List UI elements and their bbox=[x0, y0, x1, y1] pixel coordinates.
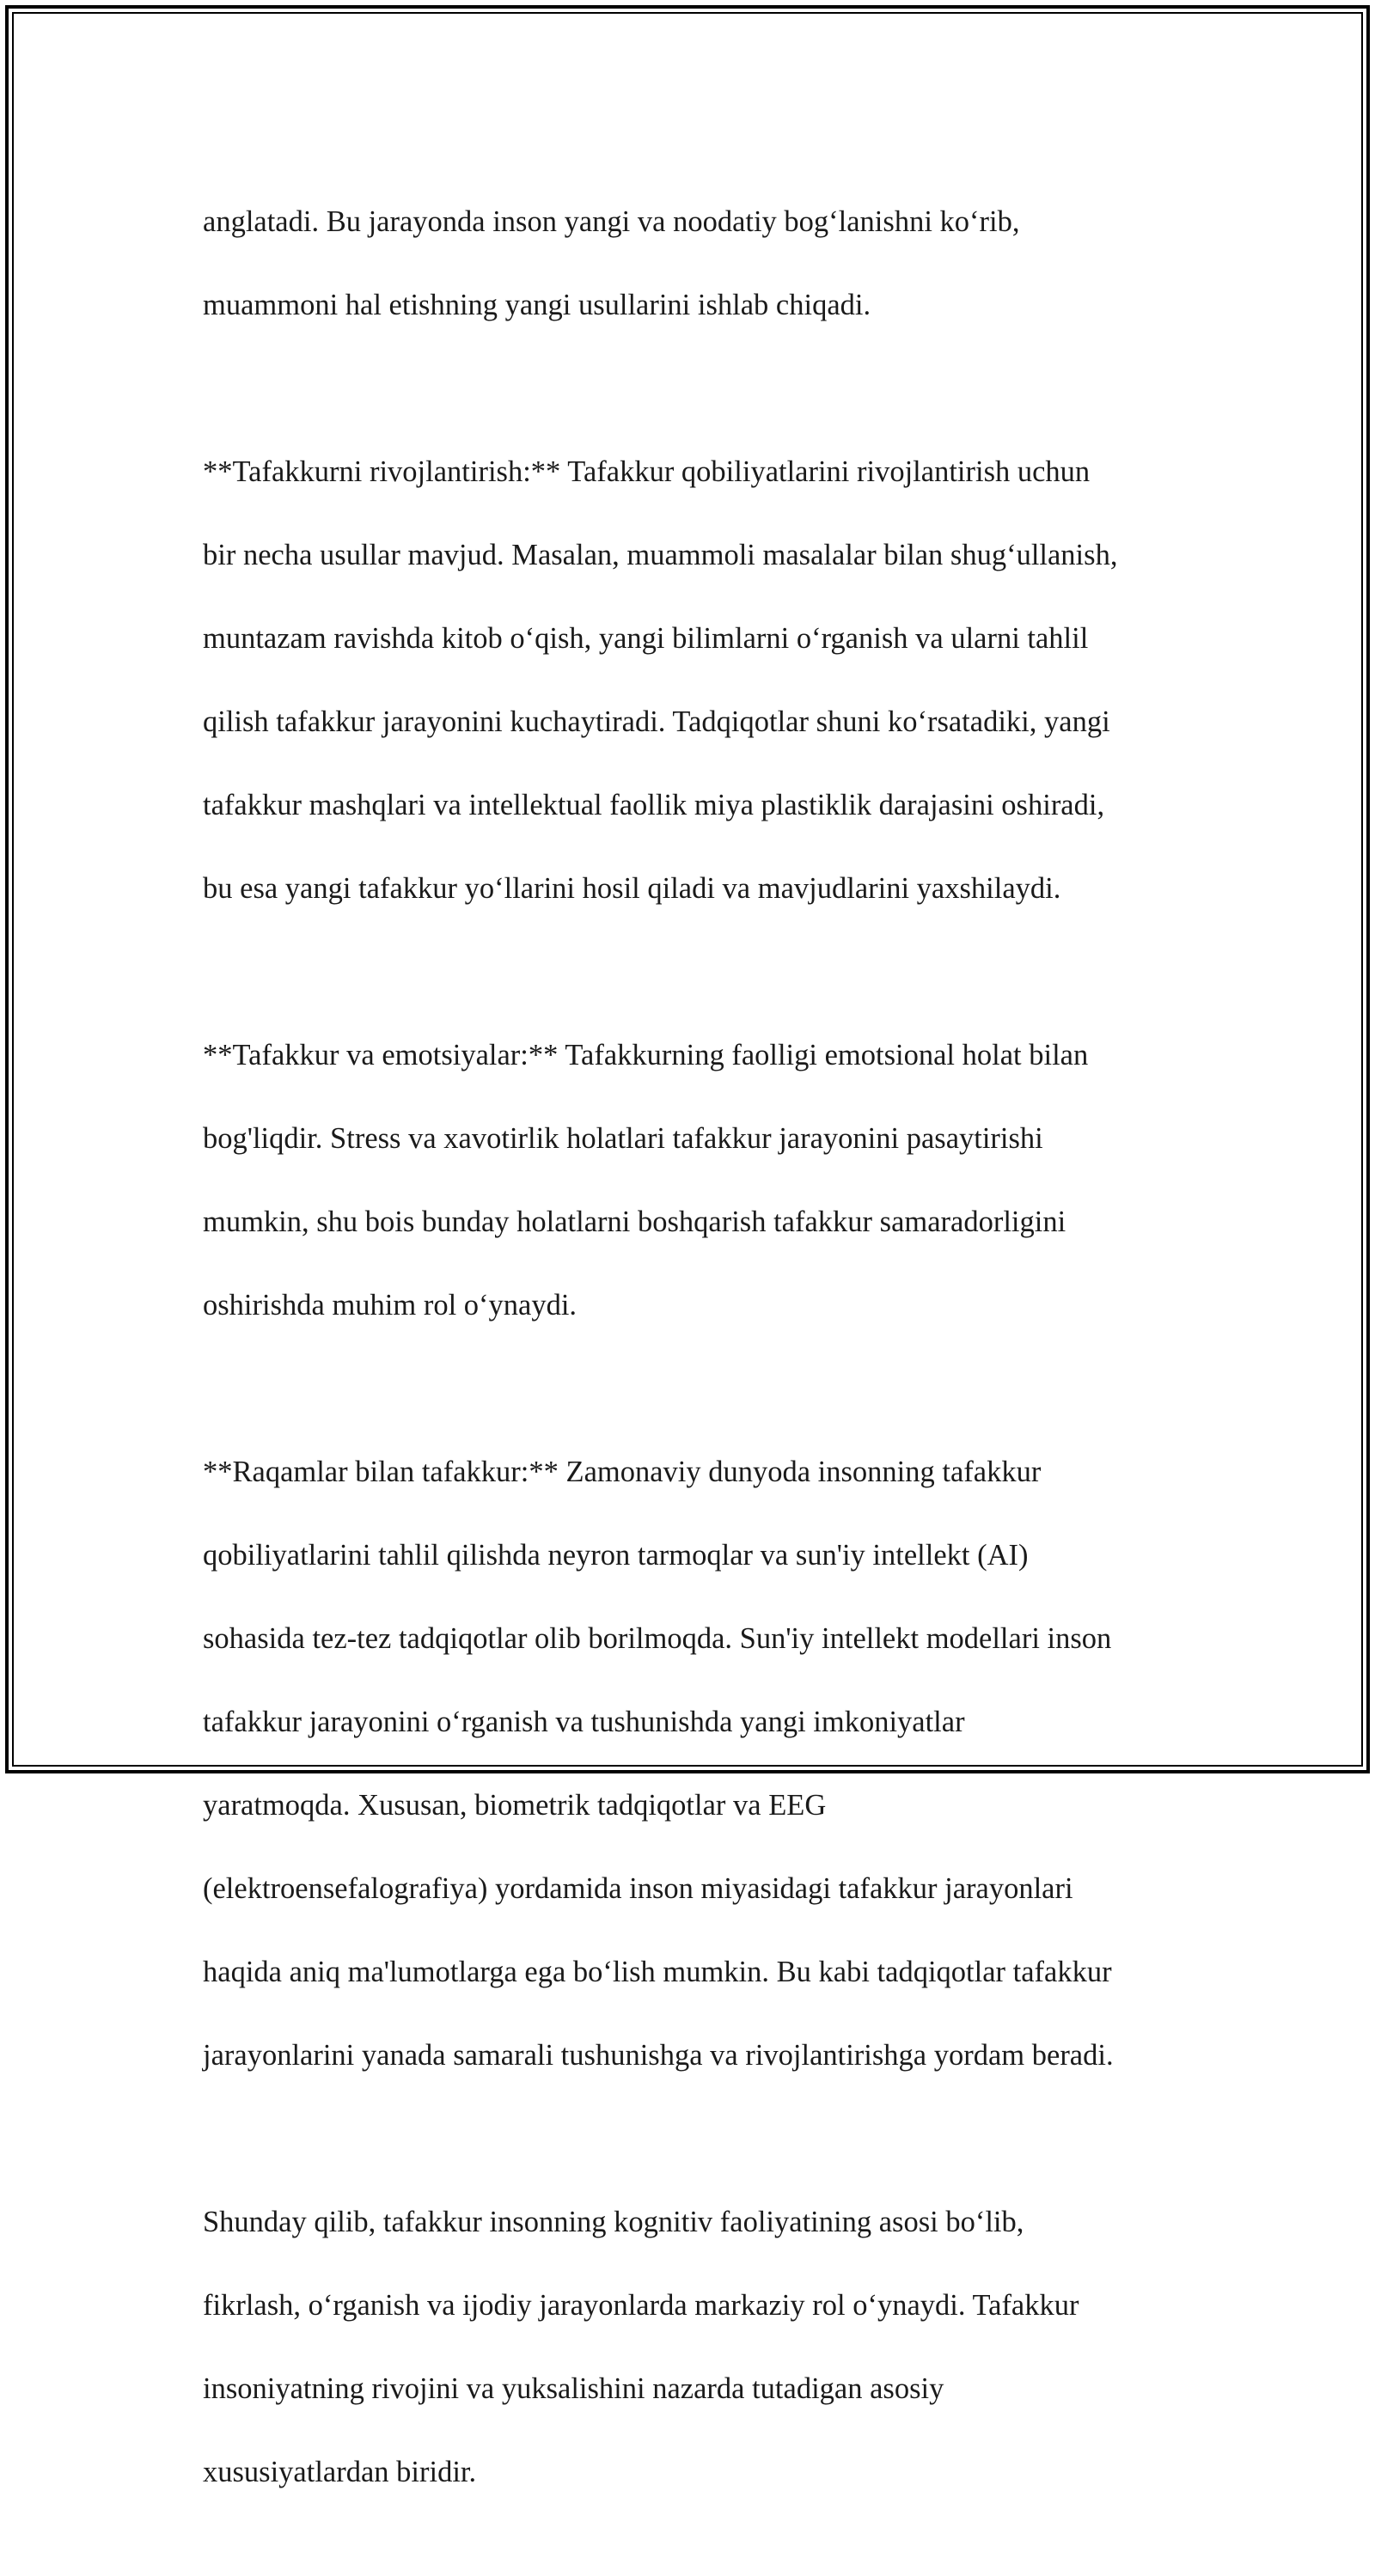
text-line: **Raqamlar bilan tafakkur:** Zamonaviy dunyoda insonning tafakkur bbox=[203, 1455, 1042, 1488]
text-line: insoniyatning rivojini va yuksalishini nazarda tutadigan asosiy bbox=[203, 2372, 944, 2405]
text-line: bu esa yangi tafakkur yo‘llarini hosil qiladi va mavjudlarini yaxshilaydi. bbox=[203, 871, 1061, 905]
text-line: jarayonlarini yanada samarali tushunishga va rivojlantirishga yordam beradi. bbox=[203, 2038, 1114, 2072]
text-line: muntazam ravishda kitob o‘qish, yangi bilimlarni o‘rganish va ularni tahlil bbox=[203, 621, 1089, 655]
text-line: sohasida tez-tez tadqiqotlar olib borilmoqda. Sun'iy intellekt modellari inson bbox=[203, 1621, 1112, 1655]
paragraph-conclusion bbox=[203, 2159, 1200, 2535]
text-line: bog'liqdir. Stress va xavotirlik holatlari tafakkur jarayonini pasaytirishi bbox=[203, 1121, 1043, 1155]
text-line: Shunday qilib, tafakkur insonning kognitiv faoliyatining asosi bo‘lib, bbox=[203, 2205, 1024, 2238]
text-line: anglatadi. Bu jarayonda inson yangi va noodatiy bog‘lanishni ko‘rib, bbox=[203, 204, 1020, 238]
paragraph-continuation bbox=[203, 159, 1200, 368]
text-line: qobiliyatlarini tahlil qilishda neyron tarmoqlar va sun'iy intellekt (AI) bbox=[203, 1538, 1029, 1572]
paragraph-raqamlar-bilan-tafakkur bbox=[203, 1409, 1200, 2118]
text-line: muammoni hal etishning yangi usullarini ishlab chiqadi. bbox=[203, 288, 871, 321]
text-line: bir necha usullar mavjud. Masalan, muammoli masalalar bilan shug‘ullanish, bbox=[203, 538, 1118, 571]
paragraph-tafakkurni-rivojlantirish bbox=[203, 409, 1200, 951]
paragraph-tafakkur-va-emotsiyalar bbox=[203, 992, 1200, 1368]
text-line: haqida aniq ma'lumotlarga ega bo‘lish mumkin. Bu kabi tadqiqotlar tafakkur bbox=[203, 1955, 1112, 1988]
document-body bbox=[203, 159, 1200, 2576]
text-line: **Tafakkur va emotsiyalar:** Tafakkurning faolligi emotsional holat bilan bbox=[203, 1038, 1089, 1071]
text-line: mumkin, shu bois bunday holatlarni boshqarish tafakkur samaradorligini bbox=[203, 1205, 1066, 1238]
text-line: xususiyatlardan biridir. bbox=[203, 2455, 477, 2488]
text-line: fikrlash, o‘rganish va ijodiy jarayonlarda markaziy rol o‘ynaydi. Tafakkur bbox=[203, 2288, 1079, 2322]
text-line: oshirishda muhim rol o‘ynaydi. bbox=[203, 1288, 578, 1322]
text-line: tafakkur mashqlari va intellektual faollik miya plastiklik darajasini oshiradi, bbox=[203, 788, 1105, 821]
text-line: **Tafakkurni rivojlantirish:** Tafakkur qobiliyatlarini rivojlantirish uchun bbox=[203, 455, 1091, 488]
text-line: qilish tafakkur jarayonini kuchaytiradi. Tadqiqotlar shuni ko‘rsatadiki, yangi bbox=[203, 705, 1110, 738]
text-line: tafakkur jarayonini o‘rganish va tushunishda yangi imkoniyatlar bbox=[203, 1705, 965, 1738]
text-line: yaratmoqda. Xususan, biometrik tadqiqotlar va EEG bbox=[203, 1788, 827, 1822]
text-line: (elektroensefalografiya) yordamida inson miyasidagi tafakkur jarayonlari bbox=[203, 1871, 1073, 1905]
